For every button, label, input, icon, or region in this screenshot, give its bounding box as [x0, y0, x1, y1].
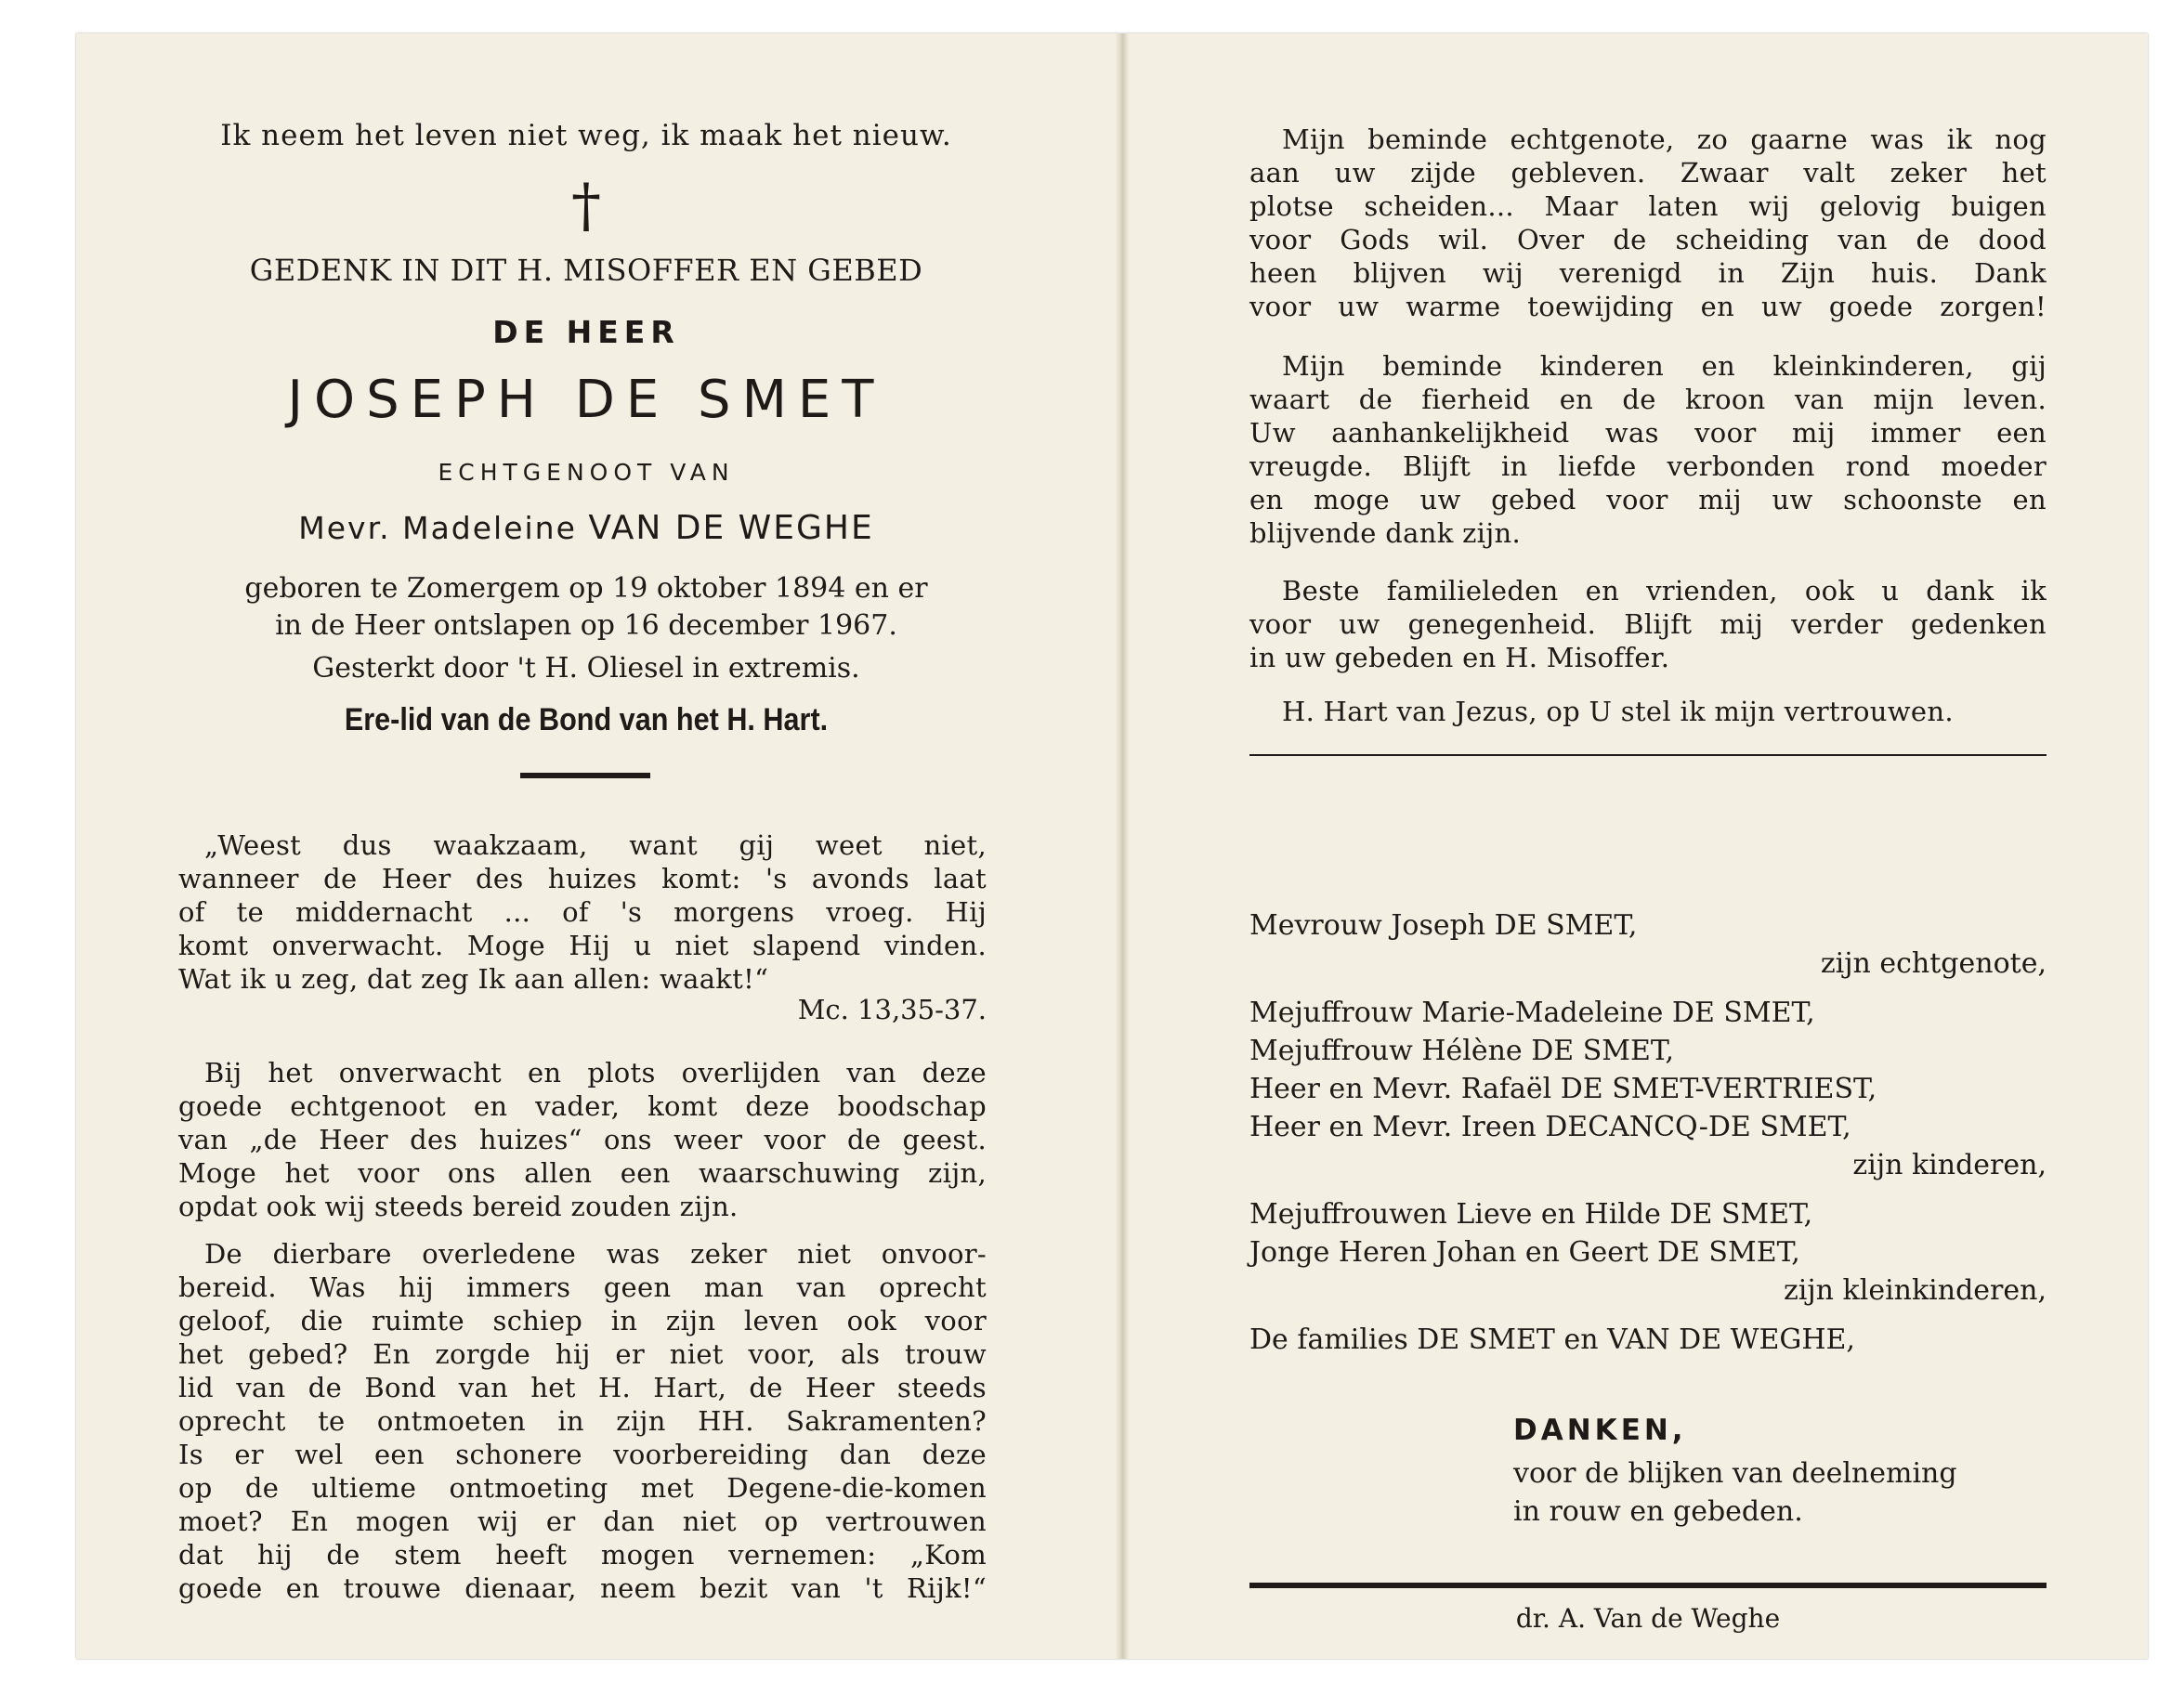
- de-heer: DE HEER: [492, 314, 680, 350]
- bio: [186, 570, 987, 687]
- divider-rule: [520, 773, 650, 778]
- quote-reference: Mc. 13,35-37.: [797, 994, 987, 1025]
- quote-line: komt onverwacht. Moge Hij u niet slapend vinden.: [178, 930, 987, 961]
- gedenk-line: GEDENK IN DIT H. MISOFFER EN GEBED: [249, 253, 923, 288]
- para-line: dat hij de stem heeft mogen vernemen: „Kom: [178, 1539, 987, 1571]
- family-grandchild: Jonge Heren Johan en Geert DE SMET,: [1249, 1236, 1800, 1269]
- para-line: oprecht te ontmoeten in zijn HH. Sakramenten?: [178, 1405, 987, 1437]
- spouse-prefix: Mevr. Madeleine: [298, 510, 577, 546]
- quote-line: wanneer de Heer des huizes komt: 's avonds laat: [178, 863, 987, 894]
- divider-rule: [1249, 754, 2047, 756]
- paragraph-2: [178, 1237, 987, 1605]
- family-child: Mejuffrouw Marie-Madeleine DE SMET,: [1249, 997, 1815, 1029]
- para-line: moet? En mogen wij er dan niet op vertrouwen: [178, 1506, 987, 1537]
- quote-line: of te middernacht ... of 's morgens vroeg. Hij: [178, 896, 987, 928]
- motto: Ik neem het leven niet weg, ik maak het nieuw.: [220, 119, 952, 152]
- paragraph-spouse: [1249, 123, 2047, 323]
- danken-text: [1513, 1454, 2047, 1531]
- family-grandchild: Mejuffrouwen Lieve en Hilde DE SMET,: [1249, 1198, 1813, 1231]
- para-line: blijvende dank zijn.: [1249, 517, 1522, 549]
- spouse-surname: VAN DE WEGHE: [588, 509, 874, 547]
- paragraph-friends: [1249, 574, 2047, 674]
- cross-icon: †: [571, 172, 601, 241]
- para-line: in uw gebeden en H. Misoffer.: [1249, 642, 1670, 673]
- spouse-line: [186, 509, 987, 547]
- para-line: Mijn beminde echtgenote, zo gaarne was ik nog: [1282, 124, 2047, 155]
- para-line: waart de fierheid en de kroon van mijn leven.: [1249, 384, 2047, 415]
- para-line: op de ultieme ontmoeting met Degene-die-komen: [178, 1472, 987, 1504]
- paragraph-children: [1249, 349, 2047, 550]
- para-line: lid van de Bond van het H. Hart, de Heer steeds: [178, 1372, 987, 1403]
- para-line: en moge uw gebed voor mij uw schoonste en: [1249, 484, 2047, 515]
- para-line: plotse scheiden... Maar laten wij gelovig buigen: [1249, 190, 2047, 222]
- danken-line: in rouw en gebeden.: [1513, 1495, 1803, 1528]
- family-child: Heer en Mevr. Ireen DECANCQ-DE SMET,: [1249, 1111, 1851, 1143]
- para-line: goede echtgenoot en vader, komt deze boodschap: [178, 1090, 987, 1122]
- family-spouse: Mevrouw Joseph DE SMET,: [1249, 909, 1638, 942]
- echtgenoot-van: ECHTGENOOT VAN: [438, 459, 735, 486]
- para-line: bereid. Was hij immers geen man van oprecht: [178, 1271, 987, 1303]
- bio-line: Gesterkt door 't H. Oliesel in extremis.: [312, 652, 860, 685]
- family-families: De families DE SMET en VAN DE WEGHE,: [1249, 1323, 1855, 1356]
- left-panel: [178, 33, 987, 1659]
- card-fold: [1115, 33, 1130, 1659]
- deceased-name: JOSEPH DE SMET: [287, 370, 885, 430]
- danken-heading: DANKEN,: [1513, 1414, 1687, 1447]
- bottom-rule: [1249, 1583, 2047, 1588]
- para-line: Bij het onverwacht en plots overlijden van deze: [204, 1057, 987, 1089]
- quote-line: „Weest dus waakzaam, want gij weet niet,: [204, 829, 987, 861]
- printer: dr. A. Van de Weghe: [1515, 1603, 1781, 1634]
- family-child: Heer en Mevr. Rafaël DE SMET-VERTRIEST,: [1249, 1073, 1877, 1105]
- bio-line: in de Heer ontslapen op 16 december 1967.: [275, 609, 897, 642]
- para-line: voor uw genegenheid. Blijft mij verder gedenken: [1249, 608, 2047, 640]
- para-line: Moge het voor ons allen een waarschuwing zijn,: [178, 1157, 987, 1189]
- family-role: zijn kinderen,: [1852, 1149, 2047, 1181]
- para-line: geloof, die ruimte schiep in zijn leven ook voor: [178, 1305, 987, 1336]
- para-line: Beste familieleden en vrienden, ook u dank ik: [1282, 575, 2047, 606]
- family-child: Mejuffrouw Hélène DE SMET,: [1249, 1035, 1675, 1067]
- family-list: [1249, 906, 2047, 1359]
- family-role: zijn kleinkinderen,: [1783, 1274, 2047, 1307]
- family-role: zijn echtgenote,: [1820, 947, 2047, 980]
- quote: [178, 828, 987, 996]
- para-line: van „de Heer des huizes“ ons weer voor de geest.: [178, 1124, 987, 1155]
- para-line: goede en trouwe dienaar, neem bezit van 't Rijk!“: [178, 1572, 987, 1604]
- para-line: Mijn beminde kinderen en kleinkinderen, gij: [1282, 350, 2047, 382]
- paragraph-1: [178, 1056, 987, 1223]
- para-line: het gebed? En zorgde hij er niet voor, als trouw: [178, 1338, 987, 1370]
- para-line: voor uw warme toewijding en uw goede zorgen!: [1249, 291, 2047, 322]
- prayer: H. Hart van Jezus, op U stel ik mijn vertrouwen.: [1282, 696, 1954, 727]
- para-line: Uw aanhankelijkheid was voor mij immer een: [1249, 417, 2047, 449]
- bond-membership: Ere-lid van de Bond van het H. Hart.: [344, 702, 829, 737]
- para-line: voor Gods wil. Over de scheiding van de dood: [1249, 224, 2047, 255]
- bio-line: geboren te Zomergem op 19 oktober 1894 en er: [244, 572, 928, 605]
- right-panel: [1249, 33, 2047, 1659]
- para-line: De dierbare overledene was zeker niet onvoor-: [204, 1238, 987, 1270]
- para-line: heen blijven wij verenigd in Zijn huis. Dank: [1249, 257, 2047, 289]
- quote-line: Wat ik u zeg, dat zeg Ik aan allen: waakt!“: [178, 963, 769, 995]
- para-line: vreugde. Blijft in liefde verbonden rond moeder: [1249, 450, 2047, 482]
- para-line: aan uw zijde gebleven. Zwaar valt zeker het: [1249, 157, 2047, 189]
- para-line: Is er wel een schonere voorbereiding dan deze: [178, 1439, 987, 1470]
- danken-line: voor de blijken van deelneming: [1513, 1457, 1957, 1490]
- para-line: opdat ook wij steeds bereid zouden zijn.: [178, 1191, 739, 1222]
